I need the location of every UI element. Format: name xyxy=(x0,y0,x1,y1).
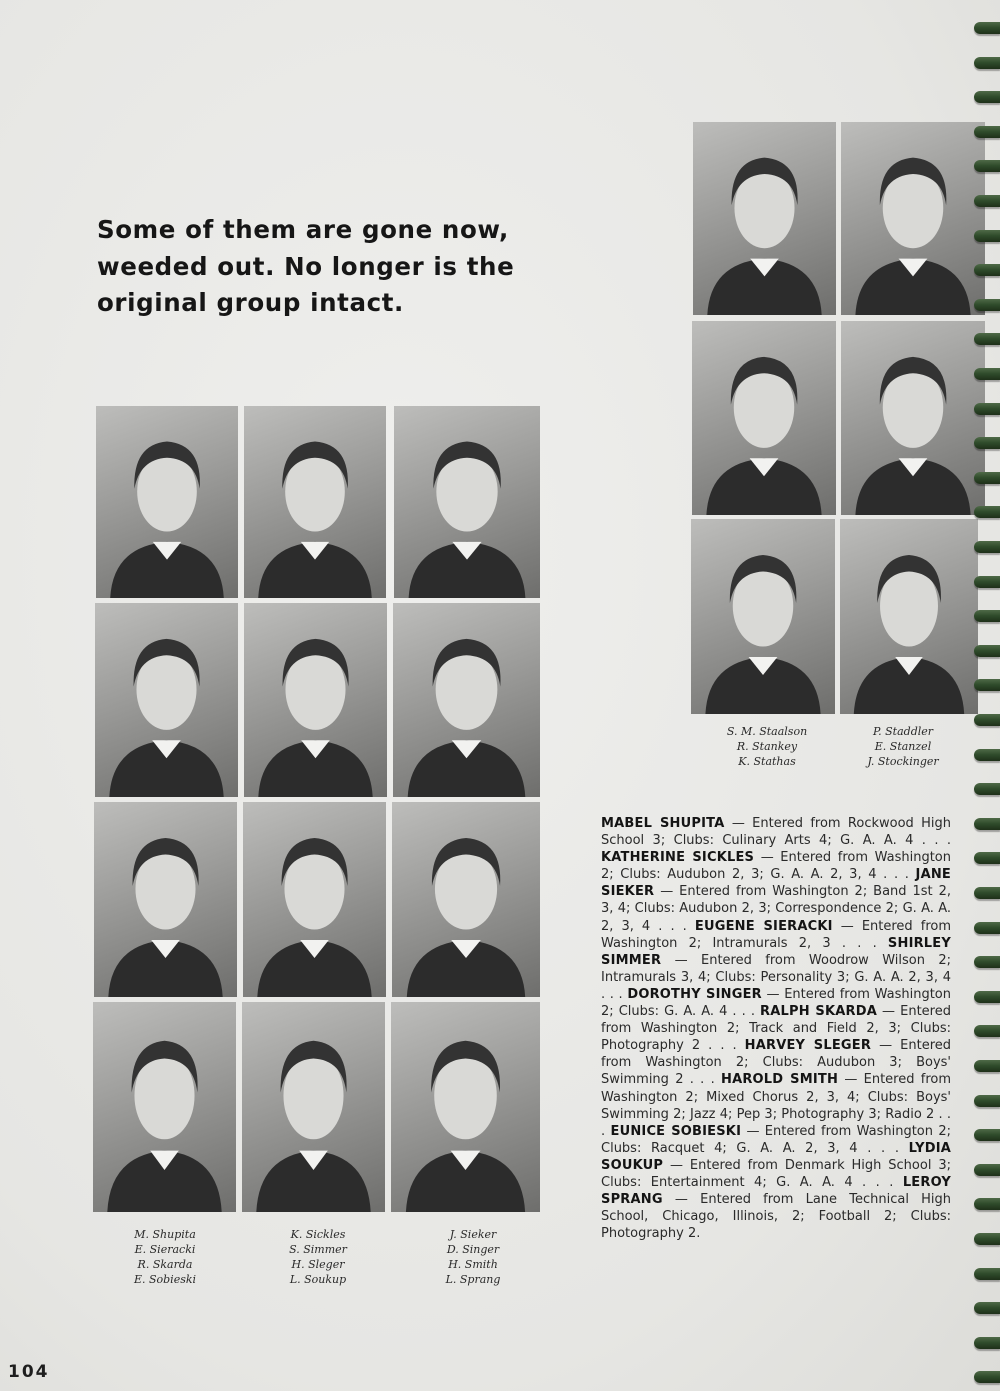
bio-name: JANE SIEKER xyxy=(601,867,951,900)
bio-text: Entered from Woodrow Wilson 2; Intramurals 3, 4; Clubs: Personality 3; G. A. A. 2, 3, 4 . . . xyxy=(601,952,952,1002)
bio-name: RALPH SKARDA xyxy=(760,1004,877,1020)
portrait-d-singer xyxy=(393,603,540,797)
spiral-coil xyxy=(974,1233,1000,1245)
caption-name: D. Singer xyxy=(446,1243,500,1256)
portrait-r-skarda xyxy=(94,802,237,997)
caption-column-right-2 xyxy=(848,724,958,769)
spiral-coil xyxy=(974,57,1000,69)
bio-name: SHIRLEY SIMMER xyxy=(601,935,951,968)
spiral-coil xyxy=(974,22,1000,34)
caption-name: J. Stockinger xyxy=(867,755,939,768)
spiral-coil xyxy=(974,91,1000,103)
spiral-coil xyxy=(974,1302,1000,1314)
caption-name: S. M. Staalson xyxy=(726,725,808,738)
spiral-coil xyxy=(974,956,1000,968)
spiral-coil xyxy=(974,437,1000,449)
headline-line: weeded out. No longer is the xyxy=(97,251,515,281)
bio-text: Entered from Washington 2; Intramurals 2, 3 . . . xyxy=(601,918,952,951)
spiral-coil xyxy=(974,922,1000,934)
bio-text: Entered from Washington 2; Clubs: Audubon 2, 3; G. A. A. 2, 3, 4 . . . xyxy=(601,850,951,883)
portrait-h-sleger xyxy=(243,802,386,997)
portrait-k-stathas xyxy=(691,519,835,714)
portrait-k-sickles xyxy=(244,406,386,598)
bio-text: Entered from Denmark High School 3; Clubs: Entertainment 4; G. A. A. 4 . . . xyxy=(601,1157,951,1190)
biographies: MABEL SHUPITA — Entered from Rockwood High School 3; Clubs: Culinary Arts 4; G. A. A. 4 . . . KATHERINE SICKLES — Entered from Washington 2; Clubs: Audubon 2, 3; G. A. A. 2, 3, 4 . . . JANE SIEKER — Entered from Washington 2; Band 1st 2, 3, 4; Clubs: Audubon 2, 3; Correspondence 2; G. A. A. 2, 3, 4 . . . EUGENE SIERACKI — Entered from Washington 2; Intramurals 2, 3 . . . SHIRLEY SIMMER — Entered from Woodrow Wilson 2; Intramurals 3, 4; Clubs: Personality 3; G. A. A. 2, 3, 4 . . . DOROTHY SINGER — Entered from Washington 2; Clubs: G. A. A. 4 . . . RALPH SKARDA — Entered from Washington 2; Track and Field 2, 3; Clubs: Photography 2 . . . HARVEY SLEGER — Entered from Washington 2; Clubs: Audubon 3; Boys' Swimming 2 . . . HAROLD SMITH — Entered from Washington 2; Mixed Chorus 2, 3, 4; Clubs: Boys' Swimming 2; Jazz 4; Pep 3; Photography 3; Radio 2 . . . EUNICE SOBIESKI — Entered from Washington 2; Clubs: Racquet 4; G. A. A. 2, 3, 4 . . . LYDIA SOUKUP — Entered from Denmark High School 3; Clubs: Entertainment 4; G. A. A. 4 . . . LEROY SPRANG — Entered from Lane Technical High School, Chicago, Illinois, 2; Football 2; Clubs: Photography 2. xyxy=(601,816,952,1242)
spiral-coil xyxy=(974,679,1000,691)
spiral-coil xyxy=(974,645,1000,657)
spiral-coil xyxy=(974,299,1000,311)
caption-name: K. Stathas xyxy=(738,755,796,768)
bio-name: DOROTHY SINGER xyxy=(627,986,762,1002)
portrait-j-stockinger xyxy=(840,519,978,714)
spiral-coil xyxy=(974,783,1000,795)
bio-text: Entered from Washington 2; Clubs: Racquet 4; G. A. A. 2, 3, 4 . . . xyxy=(601,1123,951,1156)
bio-name: EUGENE SIERACKI xyxy=(694,918,833,934)
spiral-coil xyxy=(974,1268,1000,1280)
caption-name: J. Sieker xyxy=(449,1228,497,1241)
caption-name: S. Simmer xyxy=(289,1243,347,1256)
bio-text: Entered from Rockwood High School 3; Clubs: Culinary Arts 4; G. A. A. 4 . . . xyxy=(601,816,952,849)
bio-text: Entered from Lane Technical High School, Chicago, Illinois, 2; Football 2; Clubs: Photography 2. xyxy=(601,1192,951,1242)
spiral-coil xyxy=(974,1337,1000,1349)
caption-name: E. Sieracki xyxy=(134,1243,196,1256)
spiral-coil xyxy=(974,333,1000,345)
caption-column-3 xyxy=(418,1227,528,1287)
headline xyxy=(97,212,567,322)
caption-name: E. Stanzel xyxy=(874,740,932,753)
spiral-coil xyxy=(974,230,1000,242)
caption-name: L. Sprang xyxy=(445,1273,501,1286)
spiral-coil xyxy=(974,887,1000,899)
bio-name: KATHERINE SICKLES xyxy=(601,850,755,866)
bio-text: Entered from Washington 2; Band 1st 2, 3, 4; Clubs: Audubon 2, 3; Correspondence 2; G. A. A. 2, 3, 4 . . . xyxy=(601,884,951,934)
caption-column-2 xyxy=(263,1227,373,1287)
bio-text: Entered from Washington 2; Clubs: Audubon 3; Boys' Swimming 2 . . . xyxy=(601,1038,951,1088)
spiral-coil xyxy=(974,852,1000,864)
spiral-coil xyxy=(974,610,1000,622)
portrait-h-smith xyxy=(392,802,540,997)
caption-name: E. Sobieski xyxy=(133,1273,197,1286)
spiral-coil xyxy=(974,160,1000,172)
portrait-s-m-staalson xyxy=(693,122,836,315)
caption-name: L. Soukup xyxy=(289,1273,347,1286)
spiral-coil xyxy=(974,1060,1000,1072)
spiral-coil xyxy=(974,576,1000,588)
bio-name: LEROY SPRANG xyxy=(601,1174,952,1208)
bio-text: Entered from Washington 2; Clubs: G. A. A. 4 . . . xyxy=(601,986,951,1020)
caption-name: R. Skarda xyxy=(137,1258,193,1271)
caption-name: H. Smith xyxy=(448,1258,498,1271)
caption-name: M. Shupita xyxy=(134,1228,196,1241)
caption-column-right-1 xyxy=(712,724,822,769)
spiral-coil xyxy=(974,541,1000,553)
portrait-l-soukup xyxy=(242,1002,385,1212)
portrait-l-sprang xyxy=(391,1002,540,1212)
bio-name: HAROLD SMITH xyxy=(721,1072,839,1088)
spiral-coil xyxy=(974,403,1000,415)
portrait-e-stanzel xyxy=(841,321,985,515)
portrait-j-sieker xyxy=(394,406,540,598)
portrait-e-sobieski xyxy=(93,1002,236,1212)
headline-line: Some of them are gone now, xyxy=(97,215,509,244)
spiral-coil xyxy=(974,1025,1000,1037)
spiral-coil xyxy=(974,1164,1000,1176)
spiral-coil xyxy=(974,126,1000,138)
spiral-coil xyxy=(974,991,1000,1003)
portrait-p-staddler xyxy=(841,122,985,315)
caption-name: K. Sickles xyxy=(290,1228,346,1241)
spiral-coil xyxy=(974,195,1000,207)
bio-text: Entered from Washington 2; Mixed Chorus 2, 3, 4; Clubs: Boys' Swimming 2; Jazz 4; Pep 3; Photography 3; Radio 2 . . . xyxy=(601,1072,951,1139)
spiral-coil xyxy=(974,368,1000,380)
spiral-coil xyxy=(974,1198,1000,1210)
caption-column-1 xyxy=(110,1227,220,1287)
spiral-coil xyxy=(974,714,1000,726)
bio-name: LYDIA SOUKUP xyxy=(601,1140,951,1173)
portrait-r-stankey xyxy=(692,321,836,515)
portrait-e-sieracki xyxy=(95,603,238,797)
headline-line: original group intact. xyxy=(97,288,404,317)
caption-name: P. Staddler xyxy=(872,725,934,738)
page-number: 104 xyxy=(8,1362,50,1382)
caption-name: H. Sleger xyxy=(291,1258,345,1271)
bio-name: EUNICE SOBIESKI xyxy=(610,1123,742,1139)
portrait-s-simmer xyxy=(244,603,387,797)
spiral-coil xyxy=(974,749,1000,761)
portrait-m-shupita xyxy=(96,406,238,598)
caption-name: R. Stankey xyxy=(736,740,798,753)
spiral-coil xyxy=(974,1095,1000,1107)
bio-name: MABEL SHUPITA xyxy=(601,816,725,831)
bio-text: Entered from Washington 2; Track and Field 2, 3; Clubs: Photography 2 . . . xyxy=(601,1004,951,1054)
spiral-coil xyxy=(974,472,1000,484)
spiral-coil xyxy=(974,818,1000,830)
spiral-coil xyxy=(974,1129,1000,1141)
spiral-binding xyxy=(970,0,1000,1391)
spiral-coil xyxy=(974,264,1000,276)
spiral-coil xyxy=(974,506,1000,518)
bio-name: HARVEY SLEGER xyxy=(744,1038,872,1054)
spiral-coil xyxy=(974,1371,1000,1383)
